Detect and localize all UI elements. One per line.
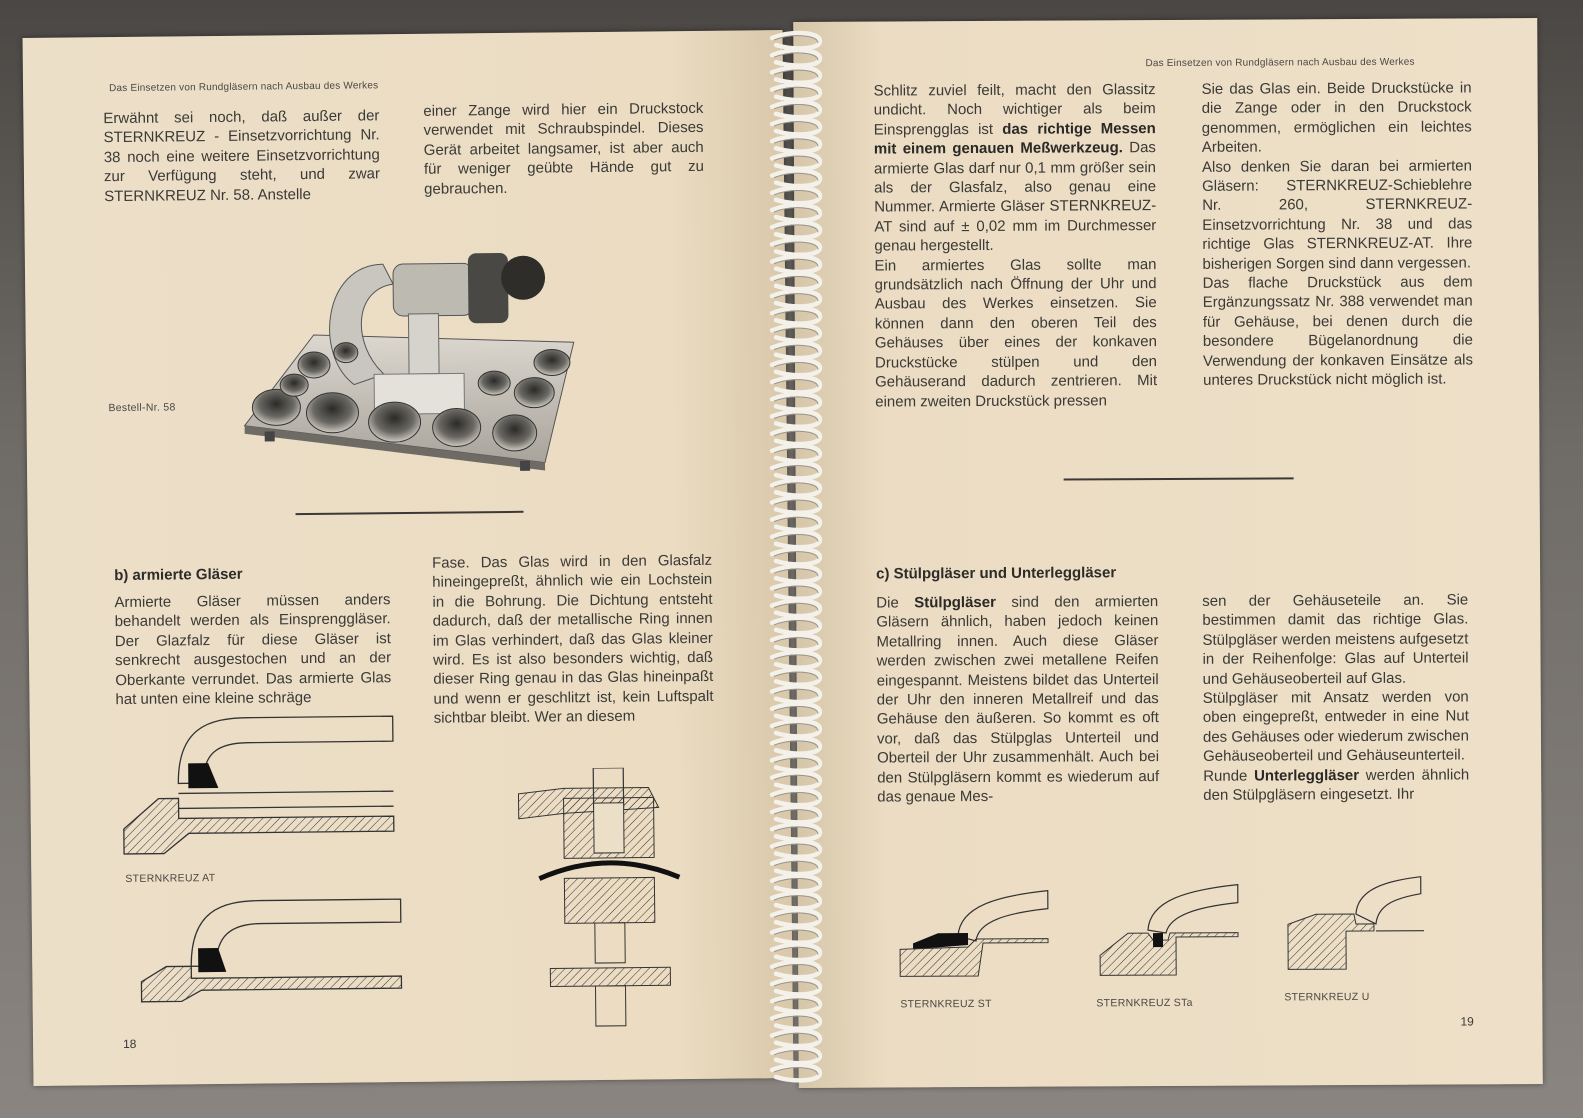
intro-column-1: Erwähnt sei noch, daß außer der STERNKREUZ - Einsetzvorrichtung Nr. 38 noch eine weitere Einsetzvorrichtung zur Verfügung steht, und zwar STERNKREUZ Nr. 58. Anstelle: [103, 107, 381, 205]
section-heading-b: b) armierte Gläser: [114, 565, 243, 585]
text-span: Runde: [1203, 767, 1255, 785]
section-b-column-2: Fase. Das Glas wird in den Glasfalz hineingepreßt, ähnlich wie ein Lochstein in die Bohrung. Die Dichtung entsteht dadurch, daß der metallische Ring innen im Glas verhindert, daß das Glas kleiner wird. Es ist also besonders wichtig, daß dieser Ring genau in das Glas hineinpaßt und wenn er geschlitzt ist, kein Luftspalt sichtbar bleibt. Wer an diesem: [431, 551, 714, 727]
bold-text: Stülpgläser: [914, 593, 996, 612]
separator-rule: [296, 511, 524, 515]
separator-rule: [1064, 477, 1294, 480]
page-number-left: 18: [123, 1036, 137, 1052]
section-c-column-2: [1202, 590, 1469, 805]
bold-text: das richtige Messen mit einem genauen Meßwerkzeug.: [873, 119, 1156, 158]
caption-u: STERNKREUZ U: [1284, 990, 1370, 1004]
caption-st: STERNKREUZ ST: [900, 997, 992, 1011]
diagram-st: [898, 881, 1059, 982]
text-span: Sie das Glas ein. Beide Druckstücke in die Zange oder in den Druckstock genommen, ermöglichen ein leichtes Arbeiten.: [1201, 79, 1472, 157]
diagram-u: [1286, 869, 1437, 975]
section-c-column-1: [876, 592, 1159, 807]
photo-caption: Bestell-Nr. 58: [108, 401, 176, 415]
text-span: sind den armierten Gläsern ähnlich, haben jedoch keinen Metallring innen. Auch diese Gläser werden zwischen zwei metallene Reifen eingespannt. Meistens bildet das Unterteil der Uhr den inneren Metallreif und das Gehäuse den äußeren. So kommt es oft vor, daß das Stülpglas Unterteil und Oberteil der Uhr zusammenhält. Auch bei den Stülpgläsern kommt es wiederum auf das genaue Mes-: [876, 593, 1160, 806]
diagram-sta: [1098, 875, 1249, 981]
left-page: [23, 30, 794, 1086]
running-head-right: Das Einsetzen von Rundgläsern nach Ausbau des Werkes: [1145, 56, 1415, 70]
spiral-binding: [762, 30, 832, 1090]
glass-section-diagram-bottom: [135, 884, 406, 1007]
text-span: Stülpgläser mit Ansatz werden von oben eingepreßt, entweder in eine Nut des Gehäuses oder wiederum zwischen Gehäuseoberteil und Gehäuseunterteil.: [1202, 688, 1470, 766]
caption-sta: STERNKREUZ STa: [1096, 996, 1193, 1010]
bold-text: Unterleggläser: [1253, 766, 1360, 785]
glass-section-diagram-top: [118, 706, 400, 859]
section-b-column-1: Armierte Gläser müssen anders behandelt werden als Einsprenggläser. Der Glazfalz für diese Gläser ist senkrecht ausgestochen und an der Oberkante verrundet. Das armierte Glas hat unten eine kleine schräge: [114, 591, 392, 709]
diagram-caption-at: STERNKREUZ AT: [125, 872, 216, 885]
text-span: Schlitz zuviel feilt, macht den Glassitz undicht. Noch wichtiger als beim Einsprengglas ist: [873, 81, 1156, 139]
section-heading-c: c) Stülpgläser und Unterleggläser: [876, 564, 1117, 583]
text-span: Das flache Druckstück aus dem Ergänzungssatz Nr. 388 verwendet man für Gehäuse, bei denen durch die besondere Bügelanordnung die Verwendung der konkaven Einsätze als unteres Druckstück nicht möglich ist.: [1202, 273, 1474, 389]
press-tool-diagram: [508, 767, 711, 1029]
text-span: Die: [876, 594, 915, 612]
right-page: [793, 18, 1543, 1088]
text-span: sen der Gehäuseteile an. Sie bestimmen damit das richtige Glas. Stülpgläser werden meistens aufgesetzt in der Reihenfolge: Glas auf Unterteil und Gehäuseoberteil auf Glas.: [1202, 591, 1469, 688]
intro-column-2: einer Zange wird hier ein Druckstock verwendet mit Schraubspindel. Dieses Gerät arbeitet langsamer, ist aber auch für weniger geübte Hände gut zu gebrauchen.: [423, 99, 705, 198]
device-photo: [233, 232, 596, 486]
page-number-right: 19: [1460, 1014, 1474, 1029]
text-span: Also denken Sie daran bei armierten Gläsern: STERNKREUZ-Schieblehre Nr. 260, STERNKREUZ-Einsetzvorrichtung Nr. 38 und das richtige Glas STERNKREUZ-AT. Ihre bisherigen Sorgen sind dann vergessen.: [1201, 157, 1473, 273]
running-head-left: Das Einsetzen von Rundgläsern nach Ausbau des Werkes: [109, 80, 379, 95]
right-column-2: [1202, 78, 1474, 390]
text-span: Das armierte Glas darf nur 0,1 mm größer sein als der Glasfalz, also genau eine Nummer. Armierte Gläser STERNKREUZ-AT sind auf ± 0,02 mm im Durchmesser genau hergestellt.: [873, 139, 1157, 255]
text-span: werden ähnlich den Stülpgläsern eingesetzt. Ihr: [1203, 766, 1470, 804]
text-span: Ein armiertes Glas sollte man grundsätzlich nach Öffnung der Uhr und Ausbau des Werkes einsetzen. Sie können dann den oberen Teil des Gehäuses über eines der konkaven Druckstücke stülpen und den Gehäuserand dadurch zentrieren. Mit einem zweiten Druckstück pressen: [874, 255, 1158, 411]
right-column-1: [874, 80, 1158, 411]
